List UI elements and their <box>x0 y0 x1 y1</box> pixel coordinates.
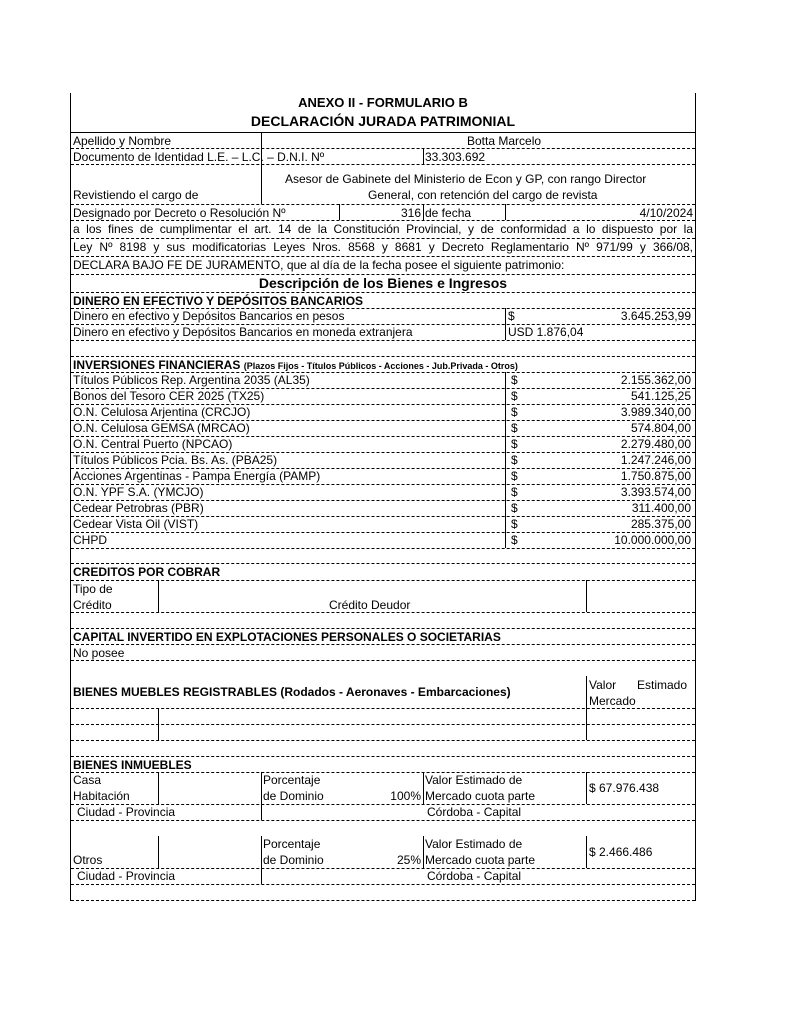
divider <box>505 468 506 484</box>
divider <box>505 532 506 548</box>
property-pct-label-1: Porcentaje <box>263 773 321 787</box>
divider <box>71 292 695 293</box>
investment-item-currency: $ <box>511 453 518 467</box>
divider <box>71 516 695 517</box>
declaration-form <box>70 93 696 901</box>
investment-item-amount: 3.393.574,00 <box>620 485 691 499</box>
property-pct-label-2: de Dominio <box>263 853 324 867</box>
investment-item-label: Cedear Vista Oil (VIST) <box>73 517 199 531</box>
property-type-line2: Habitación <box>73 789 130 803</box>
divider <box>71 468 695 469</box>
doc-label: Documento de Identidad L.E. – L.C. – D.N.I. Nº <box>73 150 325 164</box>
property-value-label-2: Mercado cuota parte <box>425 789 536 803</box>
divider <box>586 580 587 612</box>
divider <box>505 324 506 340</box>
investment-item-label: O.N. Central Puerto (NPCAO) <box>73 437 233 451</box>
investment-item-currency: $ <box>511 533 518 547</box>
investment-item-label: O.N. Celulosa Arjentina (CRCJO) <box>73 405 251 419</box>
divider <box>423 772 424 804</box>
investment-item-currency: $ <box>511 421 518 435</box>
property-city-label: Ciudad - Provincia <box>77 869 176 883</box>
divider <box>71 148 695 149</box>
investment-item-label: Títulos Públicos Pcia. Bs. As. (PBA25) <box>73 453 278 467</box>
position-value-line2: General, con retención del cargo de revista <box>368 188 598 202</box>
investments-section-header <box>73 358 518 373</box>
divider <box>71 256 695 257</box>
divider <box>261 772 262 804</box>
divider <box>71 164 695 165</box>
property-pct-value: 25% <box>396 853 421 867</box>
investment-item-label: CHPD <box>73 533 108 547</box>
investment-item-currency: $ <box>511 517 518 531</box>
position-value-line1: Asesor de Gabinete del Ministerio de Econ y GP, con rango Director <box>285 172 647 186</box>
divider <box>71 420 695 421</box>
investment-item-currency: $ <box>511 485 518 499</box>
date-value: 4/10/2024 <box>639 206 693 220</box>
divider <box>505 204 506 220</box>
property-value-label-2: Mercado cuota parte <box>425 853 536 867</box>
divider <box>71 772 695 773</box>
divider <box>71 238 695 239</box>
divider <box>423 148 424 164</box>
divider <box>505 388 506 404</box>
divider <box>505 372 506 388</box>
description-title: Descripción de los Bienes e Ingresos <box>258 275 508 291</box>
property-pct-label-1: Porcentaje <box>263 837 321 851</box>
investment-item-label: O.N. Celulosa GEMSA (MRCAO) <box>73 421 250 435</box>
credits-section-title: CREDITOS POR COBRAR <box>73 565 221 579</box>
divider <box>71 452 695 453</box>
property-city-value: Córdoba - Capital <box>427 869 522 883</box>
property-type-line1: Casa <box>73 773 102 787</box>
divider <box>71 612 695 613</box>
divider <box>586 836 587 868</box>
property-pct-value: 100% <box>390 789 421 803</box>
declaration-line-1: a los fines de cumplimentar el art. 14 de la Constitución Provincial, y de conformidad a lo dispuesto por la <box>73 222 693 236</box>
investment-item-currency: $ <box>511 437 518 451</box>
divider <box>71 220 695 221</box>
investment-item-currency: $ <box>511 501 518 515</box>
divider <box>71 820 695 821</box>
form-title: DECLARACIÓN JURADA PATRIMONIAL <box>250 113 516 129</box>
divider <box>71 340 695 341</box>
property-value-label-1: Valor Estimado de <box>425 837 523 851</box>
divider <box>505 452 506 468</box>
investment-item-amount: 541.125,25 <box>630 389 691 403</box>
divider <box>505 500 506 516</box>
investments-section-subtitle: (Plazos Fijos - Títulos Públicos - Acciones - Jub.Privada - Otros) <box>243 361 518 371</box>
divider <box>71 356 695 357</box>
decree-label: Designado por Decreto o Resolución Nº <box>73 206 286 220</box>
divider <box>71 484 695 485</box>
divider <box>261 132 262 148</box>
investment-item-currency: $ <box>511 389 518 403</box>
property-city-label: Ciudad - Provincia <box>77 805 176 819</box>
declaration-line-3: DECLARA BAJO FE DE JURAMENTO, que al día de la fecha posee el siguiente patrimonio: <box>73 258 565 272</box>
investment-item-label: Acciones Argentinas - Pampa Energía (PAMP) <box>73 469 321 483</box>
investment-item-amount: 2.279.480,00 <box>620 437 691 451</box>
divider <box>71 132 695 133</box>
investment-item-currency: $ <box>511 373 518 387</box>
cash-item-currency: USD 1.876,04 <box>508 325 584 339</box>
cash-item-label: Dinero en efectivo y Depósitos Bancarios en moneda extranjera <box>73 325 413 339</box>
realestate-section-title: BIENES INMUEBLES <box>73 758 192 772</box>
investment-item-label: Títulos Públicos Rep. Argentina 2035 (AL35) <box>73 373 310 387</box>
movables-value-label-a: Valor <box>589 678 617 692</box>
doc-value: 33.303.692 <box>425 150 486 164</box>
investment-item-amount: 2.155.362,00 <box>620 373 691 387</box>
divider <box>505 436 506 452</box>
property-value: $ 67.976.438 <box>589 781 660 795</box>
divider <box>71 388 695 389</box>
property-city-value: Córdoba - Capital <box>427 805 522 819</box>
divider <box>71 204 695 205</box>
declaration-line-2: Ley Nº 8198 y sus modificatorias Leyes Nros. 8568 y 8681 y Decreto Reglamentario Nº 971/99 y 366/08, <box>73 240 693 254</box>
divider <box>71 708 695 709</box>
investments-section-title: INVERSIONES FINANCIERAS <box>73 358 241 372</box>
divider <box>71 548 695 549</box>
investment-item-amount: 1.750.875,00 <box>620 469 691 483</box>
divider <box>71 644 695 645</box>
credit-debtor-label: Crédito Deudor <box>329 598 411 612</box>
investment-item-currency: $ <box>511 405 518 419</box>
cash-item-currency: $ <box>508 309 515 323</box>
cash-section-title: DINERO EN EFECTIVO Y DEPÓSITOS BANCARIOS <box>73 294 364 308</box>
investment-item-amount: 3.989.340,00 <box>620 405 691 419</box>
divider <box>71 580 695 581</box>
divider <box>586 772 587 804</box>
divider <box>423 204 424 220</box>
divider <box>71 756 695 757</box>
investment-item-amount: 285.375,00 <box>630 517 691 531</box>
divider <box>261 804 262 820</box>
divider <box>71 900 695 901</box>
divider <box>339 204 340 220</box>
divider <box>158 836 159 868</box>
divider <box>261 164 262 204</box>
divider <box>158 772 159 804</box>
position-label: Revistiendo el cargo de <box>73 188 199 202</box>
divider <box>71 563 695 564</box>
cash-item-label: Dinero en efectivo y Depósitos Bancarios en pesos <box>73 309 345 323</box>
investment-item-label: Cedear Petrobras (PBR) <box>73 501 204 515</box>
movables-value-label-c: Mercado <box>589 694 636 708</box>
divider <box>505 420 506 436</box>
divider <box>261 868 262 884</box>
investment-item-label: Bonos del Tesoro CER 2025 (TX25) <box>73 389 265 403</box>
divider <box>71 436 695 437</box>
annex-title: ANEXO II - FORMULARIO B <box>298 95 468 110</box>
divider <box>261 836 262 868</box>
date-label: de fecha <box>425 206 472 220</box>
capital-value: No posee <box>73 646 125 660</box>
investment-item-amount: 10.000.000,00 <box>614 533 691 547</box>
movables-value-label-b: Estimado <box>637 678 688 692</box>
credit-type-label-1: Tipo de <box>73 582 113 596</box>
property-value-label-1: Valor Estimado de <box>425 773 523 787</box>
divider <box>71 324 695 325</box>
divider <box>505 484 506 500</box>
decree-value: 316 <box>400 206 421 220</box>
investment-item-amount: 1.247.246,00 <box>620 453 691 467</box>
property-pct-label-2: de Dominio <box>263 789 324 803</box>
investment-item-currency: $ <box>511 469 518 483</box>
divider <box>71 884 695 885</box>
divider <box>505 404 506 420</box>
name-value: Botta Marcelo <box>467 134 542 148</box>
investment-item-label: O.N. YPF S.A. (YMCJO) <box>73 485 204 499</box>
divider <box>71 532 695 533</box>
divider <box>71 628 695 629</box>
divider <box>71 660 695 661</box>
property-type-line2: Otros <box>73 853 103 867</box>
movables-section-title: BIENES MUEBLES REGISTRABLES (Rodados - Aeronaves - Embarcaciones) <box>73 685 511 699</box>
divider <box>71 724 695 725</box>
cash-item-amount: 3.645.253,99 <box>620 309 691 323</box>
divider <box>71 740 695 741</box>
divider <box>158 580 159 612</box>
investment-item-amount: 574.804,00 <box>630 421 691 435</box>
divider <box>71 500 695 501</box>
divider <box>505 308 506 324</box>
divider <box>505 516 506 532</box>
capital-section-title: CAPITAL INVERTIDO EN EXPLOTACIONES PERSONALES O SOCIETARIAS <box>73 630 501 644</box>
credit-type-label-2: Crédito <box>73 598 112 612</box>
property-value: $ 2.466.486 <box>589 845 653 859</box>
divider <box>423 836 424 868</box>
divider <box>71 404 695 405</box>
name-label: Apellido y Nombre <box>73 134 172 148</box>
investment-item-amount: 311.400,00 <box>631 501 691 515</box>
divider <box>261 148 262 164</box>
